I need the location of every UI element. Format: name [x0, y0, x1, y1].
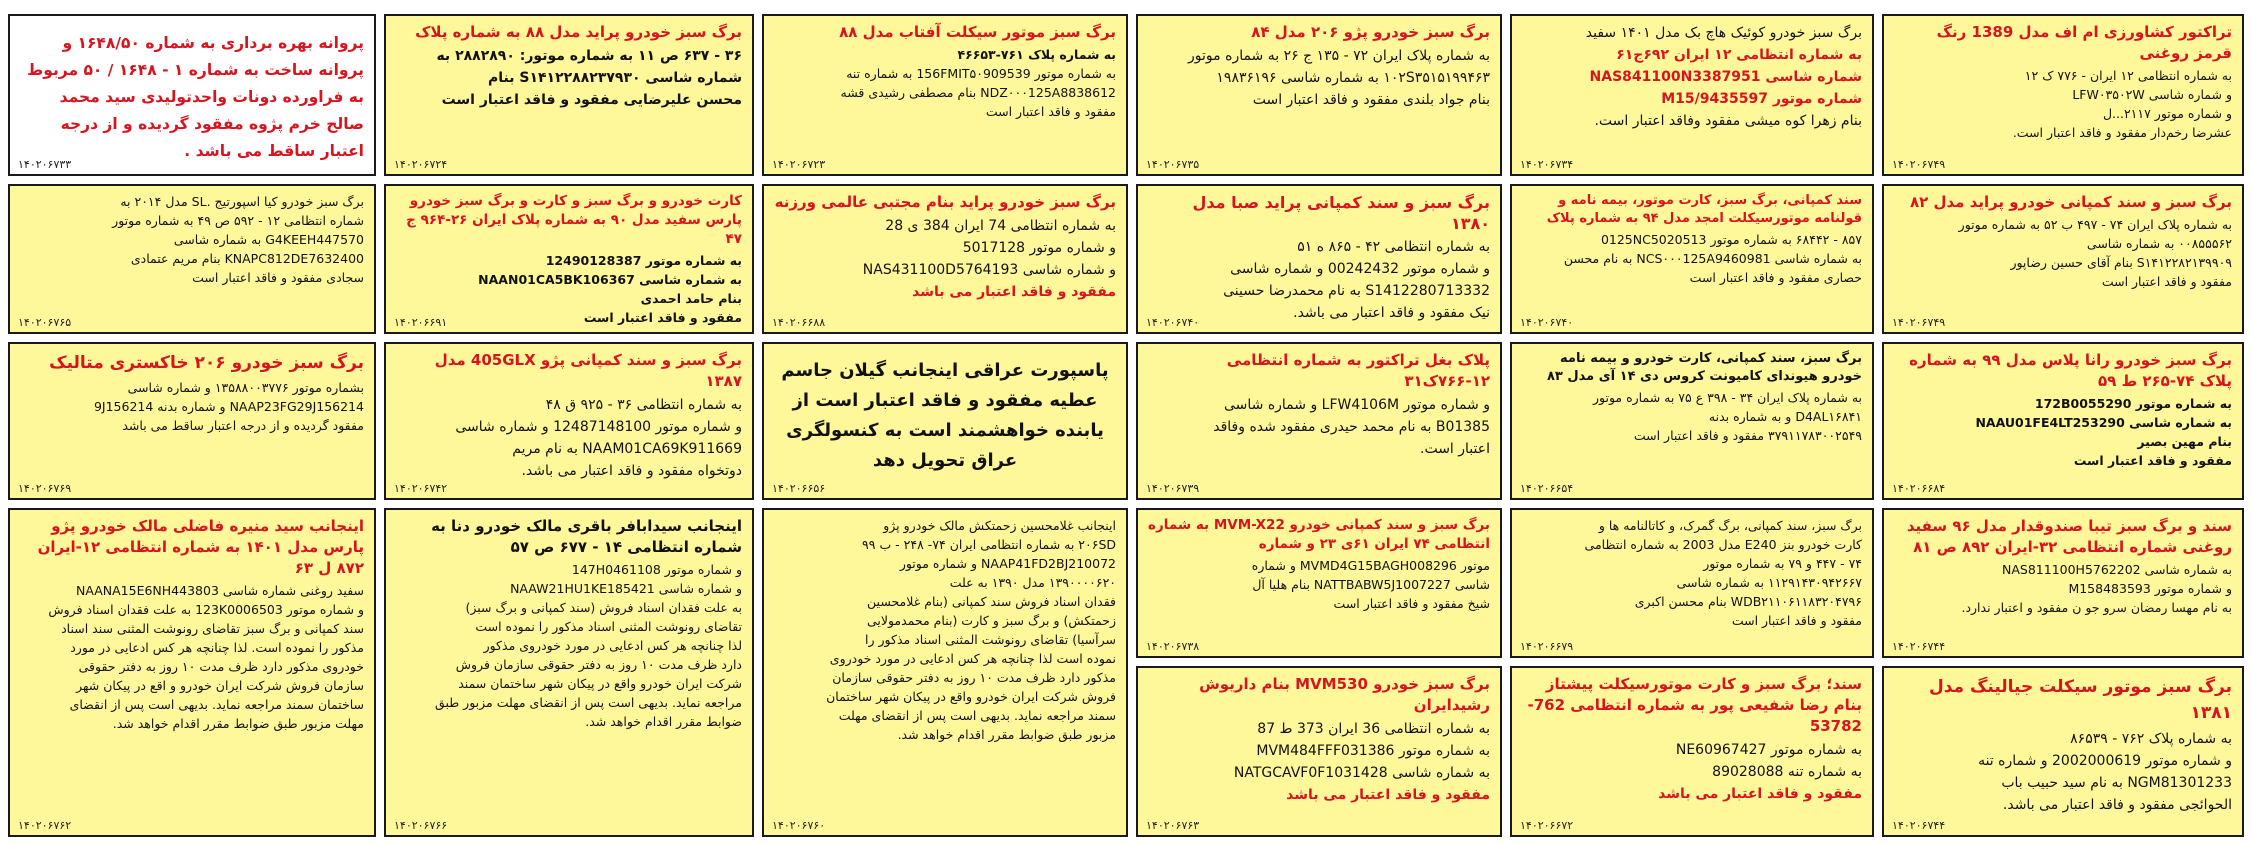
ad-line: مفقود و فاقد اعتبار است — [2073, 453, 2232, 468]
ad-line: و شماره موتور 123K0006503 به علت فقدان اسناد فروش — [48, 602, 364, 617]
ad-line: و شماره موتور M158483593 — [2068, 581, 2232, 596]
ad-title: سند؛ برگ سبز و کارت موتورسیکلت پیشتاز بنام رضا شفیعی پور به شماره انتظامی 762-53782 — [1527, 675, 1862, 735]
ad-code: ۱۴۰۲۰۶۶۹۱ — [394, 316, 448, 329]
ad-code: ۱۴۰۲۰۶۷۴۲ — [394, 482, 448, 495]
ad-title: برگ سبز موتور سیکلت جیالینگ مدل ۱۳۸۱ — [1928, 677, 2232, 723]
ad-tractor-plate — [1136, 342, 1502, 500]
ad-line: NAAP23FG29J156214 و شماره بدنه 9J156214 — [93, 399, 364, 414]
ad-title: برگ سبز خودرو پژو ۲۰۶ مدل ۸۴ — [1251, 23, 1490, 41]
ad-dena — [384, 508, 754, 837]
ad-code: ۱۴۰۲۰۶۷۳۴ — [1520, 158, 1574, 171]
ad-line: بنام زهرا کوه میشی مفقود وفاقد اعتبار است. — [1594, 113, 1862, 129]
ad-code: ۱۴۰۲۰۶۶۷۲ — [1520, 819, 1574, 832]
ad-line: ۱۱۲۹۱۴۳۰۹۴۲۶۶۷ به شماره شاسی — [1676, 575, 1862, 590]
ad-line: ۷۴ - ۴۴۷ و ۷۹ به شماره موتور — [1703, 556, 1862, 571]
ad-code: ۱۴۰۲۰۶۶۸۸ — [772, 316, 826, 329]
ad-line: بنام جواد بلندی مفقود و فاقد اعتبار است — [1252, 92, 1490, 108]
ad-line: به شماره پلاک ۷۶۲ - ۸۶۵۳۹ — [2070, 731, 2232, 747]
ad-line: مفقود و فاقد اعتبار می باشد — [1658, 786, 1862, 802]
ad-line: به شماره انتظامی ۳۶ - ۹۲۵ ق ۴۸ — [545, 397, 742, 413]
ad-line: NDZ۰۰۰125A8838612 بنام مصطفی رشیدی قشه — [840, 85, 1116, 100]
ad-pride-alemi — [762, 184, 1128, 334]
ad-line: به شماره موتور 12490128387 — [545, 253, 742, 268]
ad-line: عشرضا رخم‌دار مفقود و فاقد اعتبار است. — [2012, 125, 2232, 140]
ad-line: و شماره موتور 12487148100 و شماره شاسی — [455, 419, 742, 435]
ad-line: به شماره انتظامی ۱۲ ایران - ۷۷۶ ک ۱۲ — [2024, 68, 2232, 83]
ad-code: ۱۴۰۲۰۶۷۳۸ — [1146, 640, 1200, 653]
ad-line: مفقود و فاقد اعتبار می باشد — [912, 284, 1116, 300]
ad-line: برگ سبز، سند کمپانی، برگ گمرک، و کاتالنامه ها و — [1598, 518, 1862, 533]
ad-line: به شماره پلاک ایران ۷۲ - ۱۳۵ ج ۲۶ به شماره موتور — [1188, 48, 1490, 64]
ad-line: به شماره موتور MVM484FFF031386 — [1256, 743, 1490, 759]
ad-line: به شماره شاسی NAAN01CA5BK106367 — [478, 272, 742, 287]
ad-code: ۱۴۰۲۰۶۶۵۶ — [772, 482, 826, 495]
ad-line: مفقود و فاقد اعتبار است — [985, 104, 1116, 119]
ad-code: ۱۴۰۲۰۶۷۳۵ — [1146, 158, 1200, 171]
ad-line: D4AL۱۶۸۴۱ و به شماره بدنه — [1708, 409, 1862, 424]
ad-line: به شماره شاسی NAAU01FE4LT253290 — [1975, 415, 2232, 430]
ad-line: ۱۳۹۰۰۰۰۶۲۰ مدل ۱۳۹۰ به علت — [949, 575, 1116, 590]
ad-code: ۱۴۰۲۰۶۷۶۰ — [772, 819, 826, 832]
ad-tractor-mf — [1882, 14, 2244, 176]
ad-code: ۱۴۰۲۰۶۷۴۴ — [1892, 640, 1946, 653]
ad-code: ۱۴۰۲۰۶۷۶۲ — [18, 819, 72, 832]
ad-benz-e240 — [1510, 508, 1874, 658]
ad-line: و شماره موتور 147H0461108 — [571, 562, 742, 577]
ad-code: ۱۴۰۲۰۶۷۶۳ — [1146, 819, 1200, 832]
ad-code: ۱۴۰۲۰۶۷۴۹ — [1892, 316, 1946, 329]
ad-title: کارت خودرو و برگ سبز و کارت و برگ سبز خودرو پارس سفید مدل ۹۰ به شماره پلاک ایران ۲۶-۹۶۴ ج ۴۷ — [406, 193, 742, 247]
ad-line: سمند مراجعه نماید. بدیهی است پس از انقضای مهلت — [838, 708, 1116, 723]
ad-line: G4KEEH447570 به شماره شاسی — [173, 232, 364, 247]
ad-line: مذکور دارد ظرف مدت ۱۰ روز به دفتر حقوقی سازمان — [832, 670, 1116, 685]
ad-peugeot-405 — [384, 342, 754, 500]
ad-title: برگ سبز موتور سیکلت آفتاب مدل ۸۸ — [839, 23, 1116, 41]
ad-peugeot-206-84 — [1136, 14, 1502, 176]
ad-line: سرآسیا) تقاضای رونوشت المثنی اسناد مذکور را — [865, 632, 1116, 647]
ad-line: S1412280713332 به نام محمدرضا حسینی — [1223, 283, 1490, 299]
ad-peugeot-206sd — [762, 508, 1128, 837]
ad-line: به شماره انتظامی ۴۲ - ۸۶۵ ه ۵۱ — [1297, 239, 1490, 255]
ad-line: موتور MVMD4G15BAGH008296 و شماره — [1251, 558, 1490, 573]
ad-line: و شماره شاسی NAAW21HU1KE185421 — [510, 581, 742, 596]
ad-line: محسن علیرضایی مفقود و فاقد اعتبار است — [441, 92, 742, 108]
ad-line: S۱۴۱۲۲۸۲۱۳۹۹۰۹ بنام آقای حسین رضاپور — [2010, 255, 2232, 270]
ad-line: کارت خودرو بنز E240 مدل 2003 به شماره انتظامی — [1584, 537, 1862, 552]
ad-mvm-x22 — [1136, 508, 1502, 658]
ad-title: اینجانب سیدابافر باقری مالک خودرو دنا به شماره انتظامی ۱۴ - ۶۷۷ ص ۵۷ — [431, 517, 742, 556]
ad-pishtaz-motorcycle — [1510, 666, 1874, 837]
ad-line: برگ سبز خودرو کیا اسپورتیج .SL مدل ۲۰۱۴ به — [120, 194, 364, 209]
ad-line: بنام مهین بصیر — [2137, 434, 2232, 449]
ad-operation-license — [8, 14, 376, 176]
ad-line: دوتخواه مفقود و فاقد اعتبار می باشد. — [521, 463, 742, 479]
ad-line: شماره شاسی NAS841100N3387951 — [1589, 69, 1862, 85]
ad-line: و شماره موتور 5017128 — [962, 240, 1116, 256]
ad-quick-hatchback — [1510, 14, 1874, 176]
ad-title: برگ سبز و سند کمپانی پژو 405GLX مدل ۱۳۸۷ — [434, 351, 742, 390]
ad-code: ۱۴۰۲۰۶۷۶۹ — [18, 482, 72, 495]
ad-line: WDB۲۱۱۰۶۱۱۸۳۲۰۴۷۹۶ بنام محسن اکبری — [1634, 594, 1862, 609]
ad-title: برگ سبز خودرو پراید بنام مجتبی عالمی ورزنه — [774, 193, 1116, 211]
ad-line: ۰۰۸۵۵۵۶۲ به شماره شاسی — [2086, 236, 2232, 251]
ad-line: ۸۵۷ - ۶۸۴۴۲ به شماره موتور 0125NC5020513 — [1600, 232, 1862, 247]
ad-code: ۱۴۰۲۰۶۷۴۰ — [1520, 316, 1574, 329]
ad-tiba-96 — [1882, 508, 2244, 658]
ad-code: ۱۴۰۲۰۶۷۶۶ — [394, 819, 448, 832]
ad-line: شماره انتظامی ۱۲ - ۵۹۲ ص ۴۹ به شماره موتور — [112, 213, 364, 228]
ad-line: سازمان فروش شرکت ایران خودرو و اقع در پیکان شهر — [76, 678, 364, 693]
ad-line: به شماره شاسی NATGCAVF0F1031428 — [1233, 765, 1490, 781]
ad-line: به شماره پلاک ۷۶۱-۴۶۶۵۳ — [957, 47, 1116, 62]
ad-code: ۱۴۰۲۰۶۷۴۰ — [1146, 316, 1200, 329]
ad-line: فقدان اسناد فروش سند کمپانی (بنام غلامحسین — [867, 594, 1116, 609]
ad-line: ضوابط مقرر اقدام خواهد شد. — [585, 714, 742, 729]
ad-runna-plus — [1882, 342, 2244, 500]
ad-line: بشماره موتور ۱۳۵۸۸۰۰۳۷۷۶ و شماره شاسی — [127, 380, 364, 395]
ad-kia-sportage — [8, 184, 376, 334]
ad-title: پروانه بهره برداری به شماره ۱۶۴۸/۵۰ و پروانه ساخت به شماره ۱ - ۱۶۴۸ / ۵۰ مربوط به فراورده دونات واحدتولیدی سید محمد صالح خرم پژوه مفقود گردیده و از درجه اعتبار ساقط می باشد . — [27, 34, 364, 160]
ad-line: ساختمان سمند مراجعه نماید. بدیهی است پس از انقضای — [69, 697, 364, 712]
ad-line: و شماره موتور 00242432 و شماره شاسی — [1230, 261, 1490, 277]
ad-title: تراکتور کشاورزی ام اف مدل 1389 رنگ قرمز روغنی — [1936, 23, 2232, 62]
ad-line: شاسی NATTBABW5J1007227 بنام هلیا آل — [1252, 577, 1490, 592]
ad-line: نیک مفقود و فاقد اعتبار می باشد. — [1293, 305, 1490, 321]
ad-line: B01385 به نام محمد حیدری مفقود شده وفاقد — [1213, 419, 1490, 435]
ad-line: KNAPC812DE7632400 بنام مریم عتمادی — [130, 251, 364, 266]
ad-code: ۱۴۰۲۰۶۶۵۴ — [1520, 482, 1574, 495]
ad-line: فروش شرکت ایران خودرو واقع در پیکان شهر ساختمان — [826, 689, 1116, 704]
ad-line: مزبور طبق ضوابط مقرر اقدام خواهد شد. — [897, 727, 1116, 742]
ad-line: NGM81301233 به نام سید حبیب باب — [2001, 775, 2232, 791]
ad-code: ۱۴۰۲۰۶۷۳۹ — [1146, 482, 1200, 495]
ad-hyundai-county — [1510, 342, 1874, 500]
ad-line: شیخ مفقود و فاقد اعتبار است — [1333, 596, 1490, 611]
ad-line: ۱۰۲S۳۵۱۵۱۹۹۴۶۳ به شماره شاسی ۱۹۸۳۶۱۹۶ — [1216, 70, 1490, 86]
ad-line: مهلت مزبور طبق ضوابط مقرر اقدام خواهد شد. — [112, 716, 364, 731]
ad-title: برگ سبز خودرو MVM530 بنام داریوش رشیدایران — [1199, 675, 1490, 714]
ad-mvm530 — [1136, 666, 1502, 837]
ad-line: به شماره انتظامی 36 ایران 373 ط 87 — [1257, 721, 1490, 737]
ad-line: مراجعه نماید. بدیهی است پس از انقضای مهلت مزبور طبق — [435, 695, 742, 710]
ad-title: پلاک بغل تراکتور به شماره انتظامی ۱۲-۷۶۶ک۳۱ — [1226, 351, 1490, 390]
ad-line: سند کمپانی و برگ سبز تقاضای رونوشت المثنی سند اسناد — [61, 621, 364, 636]
ad-line: ۳۷۹۱۱۷۸۳۰۰۲۵۴۹ مفقود و فاقد اعتبار است — [1633, 428, 1862, 443]
ad-line: تقاضای رونوشت المثنی اسناد مذکور را نموده است — [475, 619, 742, 634]
ad-title: سند کمپانی، برگ سبز، کارت موتور، بیمه نامه و قولنامه موتورسیکلت امجد مدل ۹۴ به شماره پلاک — [1546, 193, 1862, 226]
ad-line: لذا چنانچه هر کس ادعایی در مورد خودروی مذکور — [483, 638, 742, 653]
ad-amjad-motorcycle — [1510, 184, 1874, 334]
ad-pride-82 — [1882, 184, 2244, 334]
ad-line: و شماره شاسی LFW۰۳۵۰۲W — [2072, 87, 2232, 102]
ad-aftab-motorcycle — [762, 14, 1128, 176]
ad-line: مفقود گردیده و از درجه اعتبار ساقط می باشد — [122, 418, 364, 433]
ad-line: و شماره موتور LFW4106M و شماره شاسی — [1223, 397, 1490, 413]
ad-line: به علت فقدان اسناد فروش (سند کمپانی و برگ سبز) — [465, 600, 742, 615]
ad-title: برگ سبز خودرو پراید مدل ۸۸ به شماره پلاک — [415, 23, 742, 41]
ad-line: به شماره شاسی NCS۰۰۰125A9460981 به نام محسن — [1563, 251, 1862, 266]
ad-line: به شماره پلاک ایران ۳۴ - ۳۹۸ ع ۷۵ به شماره موتور — [1592, 390, 1862, 405]
ad-line: دارد ظرف مدت ۱۰ روز به دفتر حقوقی سازمان فروش — [455, 657, 742, 672]
ad-code: ۱۴۰۲۰۶۶۸۴ — [1892, 482, 1946, 495]
ad-pride-saba-1380 — [1136, 184, 1502, 334]
ad-line: اعتبار است. — [1420, 441, 1490, 457]
ad-title: برگ سبز، سند کمپانی، کارت خودرو و بیمه نامه خودرو هیوندای کامیونت کروس دی ۱۴ آی مدل ۸۳ — [1546, 351, 1862, 384]
ad-line: به شماره پلاک ایران ۷۴ - ۴۹۷ ب ۵۲ به شماره موتور — [1958, 217, 2232, 232]
ad-line: و شماره موتور ۲۱۱۷...ل — [2102, 106, 2232, 121]
ad-line: سجادی مفقود و فاقد اعتبار است — [192, 270, 364, 285]
ad-iraqi-passport — [762, 342, 1128, 500]
ad-line: سفید روغنی شماره شاسی NAANA15E6NH443803 — [75, 583, 364, 598]
ad-line: بنام حامد احمدی — [640, 291, 742, 306]
ad-code: ۱۴۰۲۰۶۷۲۳ — [772, 158, 826, 171]
ad-code: ۱۴۰۲۰۶۷۶۵ — [18, 316, 72, 329]
ad-line: برگ سبز خودرو کوئیک هاچ بک مدل ۱۴۰۱ سفید — [1585, 25, 1862, 41]
ad-line: مفقود و فاقد اعتبار می باشد — [1286, 787, 1490, 803]
ad-title: سند و برگ سبز تیبا صندوقدار مدل ۹۶ سفید روغنی شماره انتظامی ۳۲-ایران ۸۹۲ ص ۸۱ — [1906, 517, 2232, 556]
ad-title: اینجانب سید منیره فاضلی مالک خودرو پژو پارس مدل ۱۴۰۱ به شماره انتظامی ۱۲-ایران ۸۷۲ ل ۶۳ — [37, 517, 364, 577]
ad-line: به شماره تنه 89028088 — [1712, 764, 1862, 780]
ad-line: خودروی مذکور دارد ظرف مدت ۱۰ روز به دفتر حقوقی — [78, 659, 364, 674]
ad-line: شرکت ایران خودرو واقع در پیکان شهر ساختمان سمند — [458, 676, 742, 691]
ad-code: ۱۴۰۲۰۶۷۴۴ — [1892, 819, 1946, 832]
ad-line: مفقود و فاقد اعتبار است — [1731, 613, 1862, 628]
ad-line: به نام مهسا رمضان سرو جو ن مفقود و اعتبار ندارد. — [1961, 600, 2232, 615]
ad-line: شماره موتور M15/9435597 — [1661, 91, 1862, 107]
ad-pars-90 — [384, 184, 754, 334]
ad-title: برگ سبز خودرو ۲۰۶ خاکستری متالیک — [49, 353, 364, 373]
ad-line: NAAP41FD2BJ210072 و شماره موتور — [899, 556, 1116, 571]
ad-code: ۱۴۰۲۰۶۶۷۹ — [1520, 640, 1574, 653]
ad-line: مفقود و فاقد اعتبار است — [583, 310, 742, 325]
ad-code: ۱۴۰۲۰۶۷۳۳ — [18, 158, 72, 171]
ad-line: حصاری مفقود و فاقد اعتبار است — [1689, 270, 1862, 285]
ad-title: برگ سبز و سند کمپانی خودرو پراید مدل ۸۲ — [1909, 193, 2232, 211]
ad-title: برگ سبز خودرو رانا پلاس مدل ۹۹ به شماره پلاک ۷۴-۲۶۵ ط ۵۹ — [1909, 351, 2232, 390]
ad-line: ۲۰۶SD به شماره انتظامی ایران ۷۴- ۲۴۸ - ب ۹۹ — [862, 537, 1116, 552]
ad-title: برگ سبز و سند کمپانی پراید صبا مدل ۱۳۸۰ — [1192, 193, 1490, 233]
ad-line: مفقود و فاقد اعتبار است — [2101, 274, 2232, 289]
ad-line: و شماره شاسی NAS431100D5764193 — [862, 262, 1116, 278]
ad-title: پاسپورت عراقی اینجانب گیلان جاسم عطیه مفقود و فاقد اعتبار است از یابنده خواهشمند است به کنسولگری عراق تحویل دهد — [781, 360, 1109, 471]
ad-line: به شماره شاسی NAS811100H5762202 — [2002, 562, 2232, 577]
ad-line: زحمتکش) و برگ سبز و کارت (بنام محمدمولایی — [866, 613, 1116, 628]
ad-line: NAAM01CA69K911669 به نام مریم — [512, 441, 742, 457]
ad-line: نموده است لذا چنانچه هر کس ادعایی در مورد خودروی — [829, 651, 1116, 666]
ad-206-gray — [8, 342, 376, 500]
ad-line: مذکور را نموده است. لذا چنانچه هر کس ادعایی در مورد — [70, 640, 364, 655]
ad-line: به شماره موتور NE60967427 — [1675, 742, 1862, 758]
ad-line: اینجانب غلامحسین زحمتکش مالک خودرو پژو — [883, 518, 1116, 533]
ad-line: به شماره انتظامی 74 ایران 384 ی 28 — [885, 218, 1116, 234]
ad-code: ۱۴۰۲۰۶۷۲۴ — [394, 158, 448, 171]
ad-line: ۳۶ - ۶۳۷ ص ۱۱ به شماره موتور: ۲۸۸۲۸۹۰ به — [436, 48, 742, 64]
ad-line: و شماره موتور 2002000619 و شماره تنه — [1978, 753, 2232, 769]
ad-line: به شماره موتور 156FMIT۵۰909539 به شماره تنه — [846, 66, 1116, 81]
ad-line: شماره شاسی S۱۴۱۲۲۸۸۲۳۷۹۳۰ بنام — [488, 70, 742, 86]
ad-pride-88 — [384, 14, 754, 176]
ad-line: الحوائجی مفقود و فاقد اعتبار می باشد. — [2002, 797, 2232, 813]
ad-line: به شماره انتظامی ۱۲ ایران ۶۹۲ج۶۱ — [1616, 47, 1862, 63]
ad-peugeot-pars-1401 — [8, 508, 376, 837]
ad-code: ۱۴۰۲۰۶۷۴۹ — [1892, 158, 1946, 171]
ad-line: به شماره موتور 172B0055290 — [2034, 396, 2232, 411]
ad-title: برگ سبز و سند کمپانی خودرو MVM-X22 به شماره انتظامی ۷۴ ایران ۶۱ی ۲۳ و شماره — [1148, 517, 1490, 552]
ad-jialing-1381 — [1882, 666, 2244, 837]
